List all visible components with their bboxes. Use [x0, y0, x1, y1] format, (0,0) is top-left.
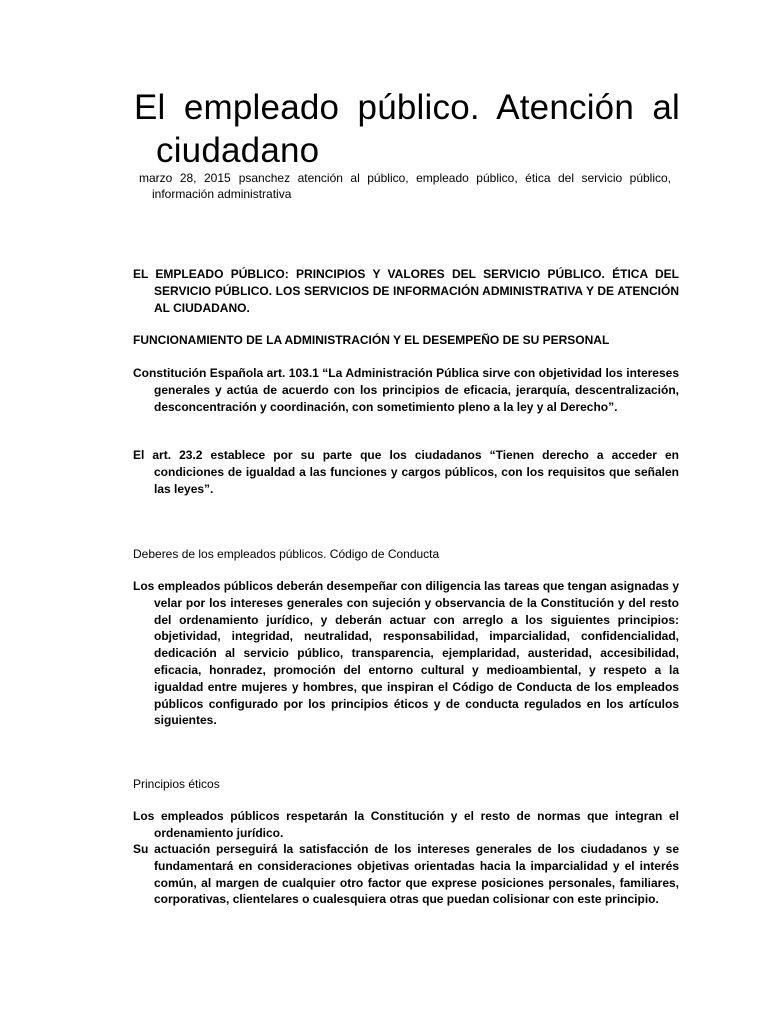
- post-tags: atención al público, empleado público, ética del servicio público, información administrativa: [152, 171, 672, 201]
- post-author: psanchez: [238, 171, 291, 185]
- section-heading-deberes: Deberes de los empleados públicos. Código de Conducta: [133, 547, 440, 561]
- paragraph-deberes: Los empleados públicos deberán desempeñar con diligencia las tareas que tengan asignadas y velar por los intereses generales con sujeción y observancia de la Constitución y del resto del ordenamiento jurídico, y deberán actuar con arreglo a los siguientes principios: objetividad, integridad, neutralidad, responsabilidad, imparcialidad, confidencialidad, dedicación al servicio público, transparencia, ejemplaridad, austeridad, accesibilidad, eficacia, honradez, promoción del entorno cultural y medioambiental, y respeto a la igualdad entre mujeres y hombres, que inspiran el Código de Conducta de los empleados públicos configurado por los principios éticos y de conducta regulados en los artículos siguientes.: [133, 579, 679, 728]
- paragraph-principio-1: Los empleados públicos respetarán la Constitución y el resto de normas que integran el ordenamiento jurídico.: [133, 809, 679, 840]
- paragraph-principio-2: Su actuación perseguirá la satisfacción de los intereses generales de los ciudadanos y se fundamentará en consideraciones objetivas orientadas hacia la imparcialidad y el interés común, al margen de cualquier otro factor que exprese posiciones personales, familiares, corporativas, clientelares o cualesquiera otras que puedan colisionar con este principio.: [133, 842, 679, 907]
- paragraph-constitucion: Constitución Española art. 103.1 “La Administración Pública sirve con objetividad los intereses generales y actúa de acuerdo con los principios de eficacia, jerarquía, descentralización, desconcentración y coordinación, con sometimiento pleno a la ley y al Derecho”.: [133, 366, 679, 414]
- section-heading-main: EL EMPLEADO PÚBLICO: PRINCIPIOS Y VALORES DEL SERVICIO PÚBLICO. ÉTICA DEL SERVICIO PÚBLICO. LOS SERVICIOS DE INFORMACIÓN ADMINISTRATIVA Y DE ATENCIÓN AL CIUDADANO.: [133, 267, 679, 315]
- paragraph-art-23: El art. 23.2 establece por su parte que los ciudadanos “Tienen derecho a acceder en condiciones de igualdad a las funciones y cargos públicos, con los requisitos que señalen las leyes”.: [133, 448, 679, 496]
- post-date: marzo 28, 2015: [139, 171, 231, 185]
- post-meta: [139, 170, 671, 202]
- section-heading-funcionamiento: FUNCIONAMIENTO DE LA ADMINISTRACIÓN Y EL DESEMPEÑO DE SU PERSONAL: [133, 333, 610, 347]
- section-heading-principios: Principios éticos: [133, 777, 220, 791]
- page-title: El empleado público. Atención al ciudadano: [134, 88, 680, 170]
